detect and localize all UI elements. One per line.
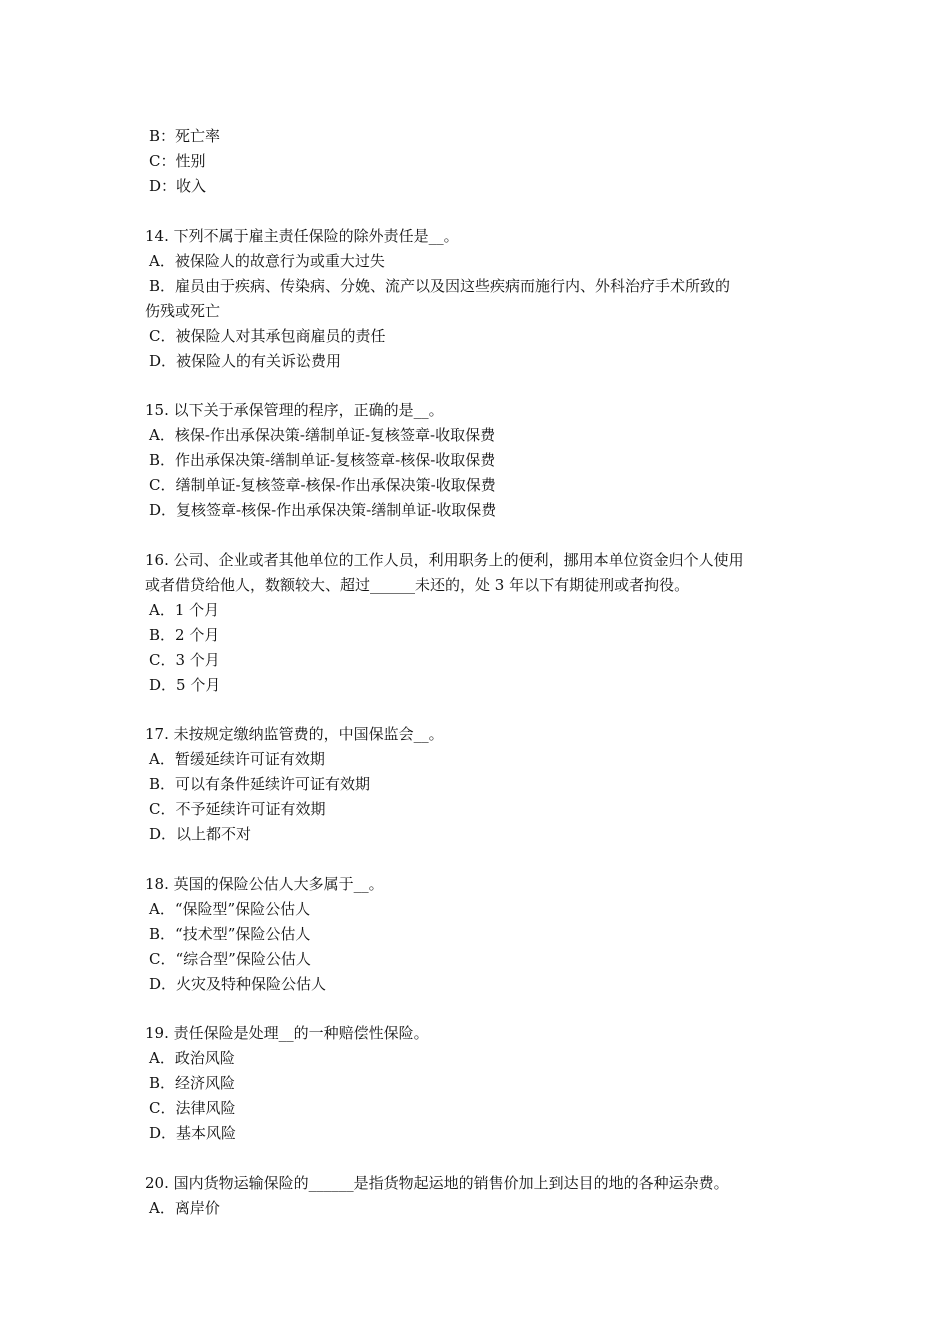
option-c: C．不予延续许可证有效期 bbox=[149, 800, 326, 818]
option-a: A．离岸价 bbox=[149, 1199, 220, 1217]
option-d: D．以上都不对 bbox=[149, 825, 252, 843]
option-c: C．法律风险 bbox=[149, 1099, 236, 1117]
option-d: D．复核签章-核保-作出承保决策-缮制单证-收取保费 bbox=[149, 501, 497, 519]
option-line: C：性别 bbox=[149, 152, 206, 170]
option-c: C．“综合型”保险公估人 bbox=[149, 950, 311, 968]
question-17 bbox=[145, 722, 815, 847]
option-a: A．政治风险 bbox=[149, 1049, 235, 1067]
option-line: B：死亡率 bbox=[149, 127, 221, 145]
question-18 bbox=[145, 872, 815, 997]
option-a: A．核保-作出承保决策-缮制单证-复核签章-收取保费 bbox=[149, 426, 496, 444]
question-stem: 17. 未按规定缴纳监管费的，中国保监会__。 bbox=[145, 725, 444, 743]
option-b: B．可以有条件延续许可证有效期 bbox=[149, 775, 371, 793]
option-a: A．被保险人的故意行为或重大过失 bbox=[149, 252, 385, 270]
option-d: D．被保险人的有关诉讼费用 bbox=[149, 352, 342, 370]
question-16 bbox=[145, 548, 815, 698]
option-d: D．基本风险 bbox=[149, 1124, 237, 1142]
question-stem: 18. 英国的保险公估人大多属于__。 bbox=[145, 875, 384, 893]
option-b-continued: 伤残或死亡 bbox=[145, 302, 221, 320]
option-b: B．经济风险 bbox=[149, 1074, 236, 1092]
option-c: C．缮制单证-复核签章-核保-作出承保决策-收取保费 bbox=[149, 476, 496, 494]
option-b: B．雇员由于疾病、传染病、分娩、流产以及因这些疾病而施行内、外科治疗手术所致的 bbox=[149, 277, 731, 295]
question-stem-continued: 或者借贷给他人，数额较大、超过______未还的，处 3 年以下有期徒刑或者拘役。 bbox=[145, 576, 690, 594]
option-a: A．“保险型”保险公估人 bbox=[149, 900, 311, 918]
option-b: B．“技术型”保险公估人 bbox=[149, 925, 311, 943]
question-stem: 16. 公司、企业或者其他单位的工作人员，利用职务上的便利，挪用本单位资金归个人使用 bbox=[145, 551, 744, 569]
question-stem: 14. 下列不属于雇主责任保险的除外责任是__。 bbox=[145, 227, 459, 245]
question-19 bbox=[145, 1021, 815, 1146]
question-stem: 19. 责任保险是处理__的一种赔偿性保险。 bbox=[145, 1024, 429, 1042]
question-stem: 15. 以下关于承保管理的程序，正确的是__。 bbox=[145, 401, 444, 419]
option-c: C．被保险人对其承包商雇员的责任 bbox=[149, 327, 386, 345]
option-a: A．暂缓延续许可证有效期 bbox=[149, 750, 325, 768]
option-a: A．1 个月 bbox=[149, 601, 220, 619]
option-d: D．火灾及特种保险公估人 bbox=[149, 975, 327, 993]
question-14 bbox=[145, 224, 815, 374]
option-line: D：收入 bbox=[149, 177, 207, 195]
question-stem: 20. 国内货物运输保险的______是指货物起运地的销售价加上到达目的地的各种运杂费。 bbox=[145, 1174, 729, 1192]
option-b: B．作出承保决策-缮制单证-复核签章-核保-收取保费 bbox=[149, 451, 496, 469]
question-15 bbox=[145, 398, 815, 523]
option-c: C．3 个月 bbox=[149, 651, 220, 669]
option-b: B．2 个月 bbox=[149, 626, 220, 644]
question-20 bbox=[145, 1171, 815, 1221]
previous-question-options bbox=[145, 124, 815, 199]
option-d: D．5 个月 bbox=[149, 676, 221, 694]
